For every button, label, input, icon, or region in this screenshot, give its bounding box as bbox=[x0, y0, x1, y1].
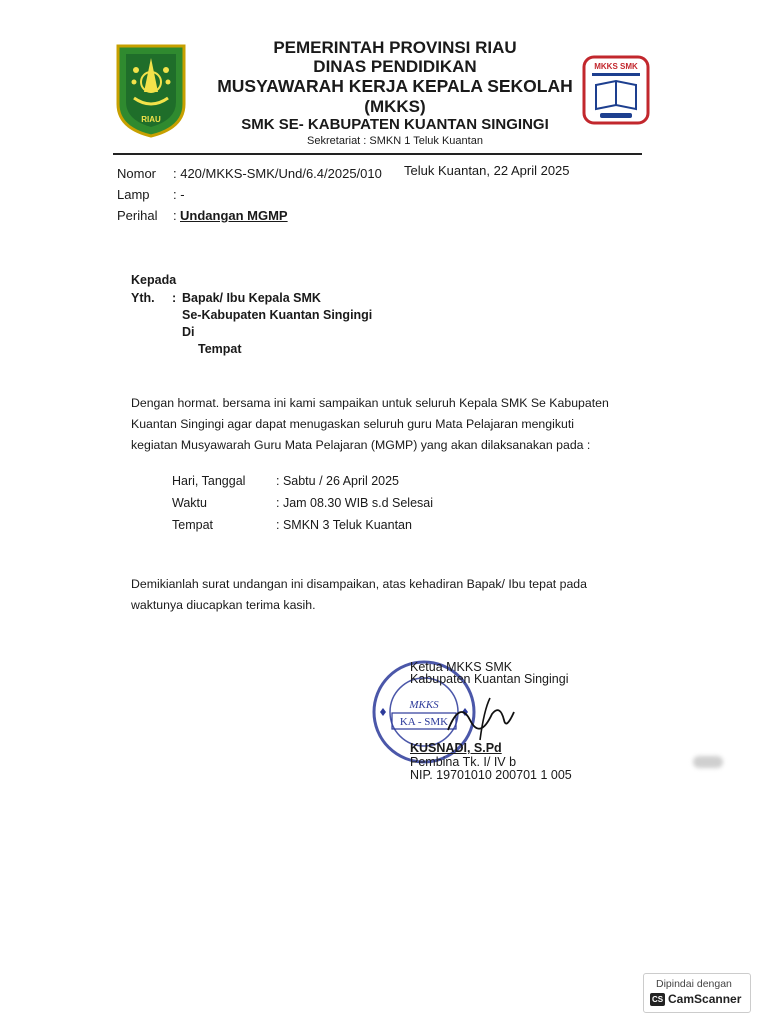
perihal-label: Perihal bbox=[117, 208, 158, 223]
header-line6: Sekretariat : SMKN 1 Teluk Kuantan bbox=[307, 135, 483, 147]
nomor-label: Nomor bbox=[117, 166, 157, 181]
scan-smudge bbox=[693, 756, 723, 768]
watermark-line2: CamScanner bbox=[668, 992, 742, 1006]
nomor-value: : 420/MKKS-SMK/Und/6.4/2025/010 bbox=[173, 166, 382, 181]
kepada-label: Kepada bbox=[131, 273, 177, 287]
yth-label: Yth. bbox=[131, 291, 155, 305]
riau-emblem-logo bbox=[114, 42, 188, 138]
recipient-line2: Se-Kabupaten Kuantan Singingi bbox=[182, 308, 373, 322]
p1-line3: kegiatan Musyawarah Guru Mata Pelajaran (MGMP) yang akan dilaksanakan pada : bbox=[131, 438, 591, 452]
signatory-nip: NIP. 19701010 200701 1 005 bbox=[410, 768, 572, 782]
mkks-logo-title: MKKS SMK bbox=[594, 62, 638, 71]
yth-colon: : bbox=[172, 291, 177, 305]
signatory-rank: Pembina Tk. I/ IV b bbox=[410, 755, 517, 769]
riau-logo-text: RIAU bbox=[141, 115, 161, 124]
header-line3: MUSYAWARAH KERJA KEPALA SEKOLAH bbox=[217, 76, 573, 96]
lamp-label: Lamp bbox=[117, 187, 150, 202]
recipient-line4: Tempat bbox=[198, 342, 242, 356]
p2-line2: waktunya diucapkan terima kasih. bbox=[131, 598, 316, 612]
recipient-line1: Bapak/ Ibu Kepala SMK bbox=[182, 291, 321, 305]
document-page bbox=[45, 20, 735, 960]
signatory-name: KUSNADI, S.Pd bbox=[410, 741, 502, 755]
detail-label-place: Tempat bbox=[172, 518, 213, 532]
body-paragraph-1 bbox=[131, 393, 638, 456]
header-line1: PEMERINTAH PROVINSI RIAU bbox=[273, 38, 517, 57]
detail-label-date: Hari, Tanggal bbox=[172, 474, 246, 488]
p1-line2: Kuantan Singingi agar dapat menugaskan seluruh guru Mata Pelajaran mengikuti bbox=[131, 417, 574, 431]
recipient-line3: Di bbox=[182, 325, 195, 339]
perihal-value: Undangan MGMP bbox=[180, 208, 288, 223]
camscanner-watermark bbox=[643, 973, 751, 1013]
stamp-text-bottom: KA - SMK bbox=[399, 716, 449, 728]
detail-value-time: : Jam 08.30 WIB s.d Selesai bbox=[276, 496, 434, 510]
p2-line1: Demikianlah surat undangan ini disampaikan, atas kehadiran Bapak/ Ibu tepat pada bbox=[131, 577, 587, 591]
camscanner-logo-icon: CS bbox=[651, 995, 664, 1004]
p1-line1: Dengan hormat. bersama ini kami sampaikan untuk seluruh Kepala SMK Se Kabupaten bbox=[131, 396, 609, 410]
stamp-text-top: MKKS bbox=[409, 699, 439, 711]
watermark-line1: Dipindai dengan bbox=[656, 978, 732, 990]
header-line4: (MKKS) bbox=[364, 97, 426, 116]
header-line5: SMK SE- KABUPATEN KUANTAN SINGINGI bbox=[241, 116, 549, 133]
header-divider bbox=[113, 153, 642, 155]
body-paragraph-2 bbox=[131, 574, 638, 616]
signature-title2: Kabupaten Kuantan Singingi bbox=[410, 672, 569, 686]
header-line2: DINAS PENDIDIKAN bbox=[313, 57, 477, 76]
signature-title1: Ketua MKKS SMK bbox=[410, 660, 513, 674]
detail-label-time: Waktu bbox=[172, 496, 207, 510]
perihal-colon: : bbox=[173, 208, 177, 223]
place-date: Teluk Kuantan, 22 April 2025 bbox=[404, 163, 570, 178]
lamp-value: : - bbox=[173, 187, 185, 202]
detail-value-place: : SMKN 3 Teluk Kuantan bbox=[276, 518, 412, 532]
detail-value-date: : Sabtu / 26 April 2025 bbox=[276, 474, 400, 488]
